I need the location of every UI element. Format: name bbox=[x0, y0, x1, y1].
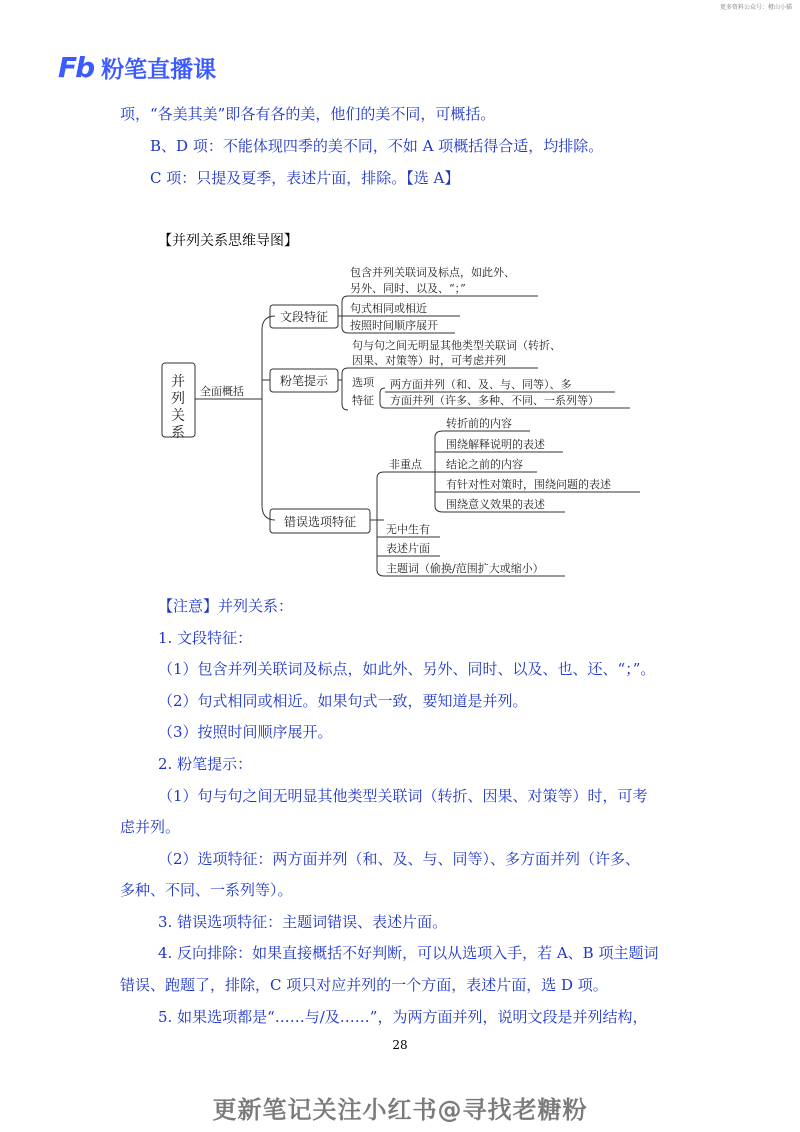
box-tips bbox=[270, 369, 338, 392]
root-box bbox=[162, 363, 195, 437]
tips-option-label-2: 特征 bbox=[352, 394, 374, 407]
root-char-1: 并 bbox=[171, 374, 185, 390]
root-char-3: 关 bbox=[171, 408, 185, 424]
corner-note: 更多资料公众号：橙山小猫 bbox=[719, 4, 792, 11]
brand-logo bbox=[58, 50, 216, 84]
tf-item-1: 包含并列关联词及标点，如此外、 bbox=[350, 266, 515, 279]
non-key-item-5: 围绕意义效果的表述 bbox=[446, 498, 545, 511]
notes-line-3: （2）句式相同或相近。如果句式一致，要知道是并列。 bbox=[158, 692, 528, 710]
tf-item-2: 另外、同时、以及、“；” bbox=[350, 282, 466, 295]
tf-item-3: 句式相同或相近 bbox=[350, 302, 427, 315]
tf-item-4: 按照时间顺序展开 bbox=[350, 319, 438, 332]
intro-line-1: 项，“各美其美”即各有各的美，他们的美不同，可概括。 bbox=[120, 105, 496, 123]
page-number: 28 bbox=[392, 1038, 408, 1052]
notes-line-9: 多种、不同、一系列等）。 bbox=[120, 881, 293, 899]
notes-line-6: （1）句与句之间无明显其他类型关联词（转折、因果、对策等）时，可考 bbox=[158, 787, 648, 805]
box-text-features bbox=[270, 305, 338, 328]
summary-label: 全面概括 bbox=[200, 385, 244, 398]
tips-option-item-1: 两方面并列（和、及、与、同等）、多 bbox=[390, 378, 572, 391]
non-key-item-2: 围绕解释说明的表述 bbox=[446, 438, 545, 451]
root-char-2: 列 bbox=[171, 391, 185, 407]
tips-option-label-1: 选项 bbox=[352, 376, 374, 389]
root-char-4: 系 bbox=[171, 425, 185, 441]
notes-line-1: 1. 文段特征： bbox=[158, 629, 253, 647]
tips-option-item-2: 方面并列（许多、多种、不同、一系列等） bbox=[390, 394, 599, 407]
notes-line-8: （2）选项特征：两方面并列（和、及、与、同等）、多方面并列（许多、 bbox=[158, 850, 641, 868]
wrong-item-1: 无中生有 bbox=[386, 523, 430, 536]
notes-line-13: 5. 如果选项都是“……与/及……”，为两方面并列，说明文段是并列结构， bbox=[158, 1008, 648, 1026]
notes-line-7: 虑并列。 bbox=[120, 818, 181, 836]
tips-item-2: 因果、对策等）时，可考虑并列 bbox=[352, 354, 506, 367]
intro-line-2: B、D 项：不能体现四季的美不同，不如 A 项概括得合适，均排除。 bbox=[150, 137, 604, 155]
text-features-label: 文段特征 bbox=[279, 310, 329, 324]
wrong-item-2: 表述片面 bbox=[386, 542, 430, 555]
non-key-item-1: 转折前的内容 bbox=[446, 417, 512, 430]
footer-banner: 更新笔记关注小红书@寻找老糖粉 bbox=[212, 1096, 588, 1124]
intro-line-3: C 项：只提及夏季，表述片面，排除。【选 A】 bbox=[150, 169, 460, 187]
tips-label: 粉笔提示 bbox=[279, 374, 329, 388]
notes-line-10: 3. 错误选项特征：主题词错误、表述片面。 bbox=[158, 913, 448, 931]
wrong-options-label: 错误选项特征 bbox=[283, 515, 357, 529]
diagram-title: 【并列关系思维导图】 bbox=[158, 233, 298, 249]
non-key-item-4: 有针对性对策时，围绕问题的表述 bbox=[446, 478, 611, 491]
notes-line-2: （1）包含并列关联词及标点，如此外、另外、同时、以及、也、还、“；”。 bbox=[158, 660, 656, 678]
tips-item-1: 句与句之间无明显其他类型关联词（转折、 bbox=[352, 339, 561, 352]
logo-mark: Fb bbox=[58, 50, 94, 84]
notes-line-4: （3）按照时间顺序展开。 bbox=[158, 723, 333, 741]
logo-text: 粉笔直播课 bbox=[101, 56, 217, 83]
notes-line-12: 错误、跑题了，排除，C 项只对应并列的一个方面，表述片面，选 D 项。 bbox=[120, 976, 608, 994]
box-wrong-options bbox=[270, 509, 370, 533]
notes-heading: 【注意】并列关系： bbox=[158, 597, 294, 615]
wrong-item-3: 主题词（偷换/范围扩大或缩小） bbox=[386, 562, 544, 575]
non-key-label: 非重点 bbox=[389, 458, 422, 471]
notes-line-5: 2. 粉笔提示： bbox=[158, 755, 253, 773]
notes-line-11: 4. 反向排除：如果直接概括不好判断，可以从选项入手，若 A、B 项主题词 bbox=[158, 944, 659, 962]
non-key-item-3: 结论之前的内容 bbox=[446, 458, 523, 471]
